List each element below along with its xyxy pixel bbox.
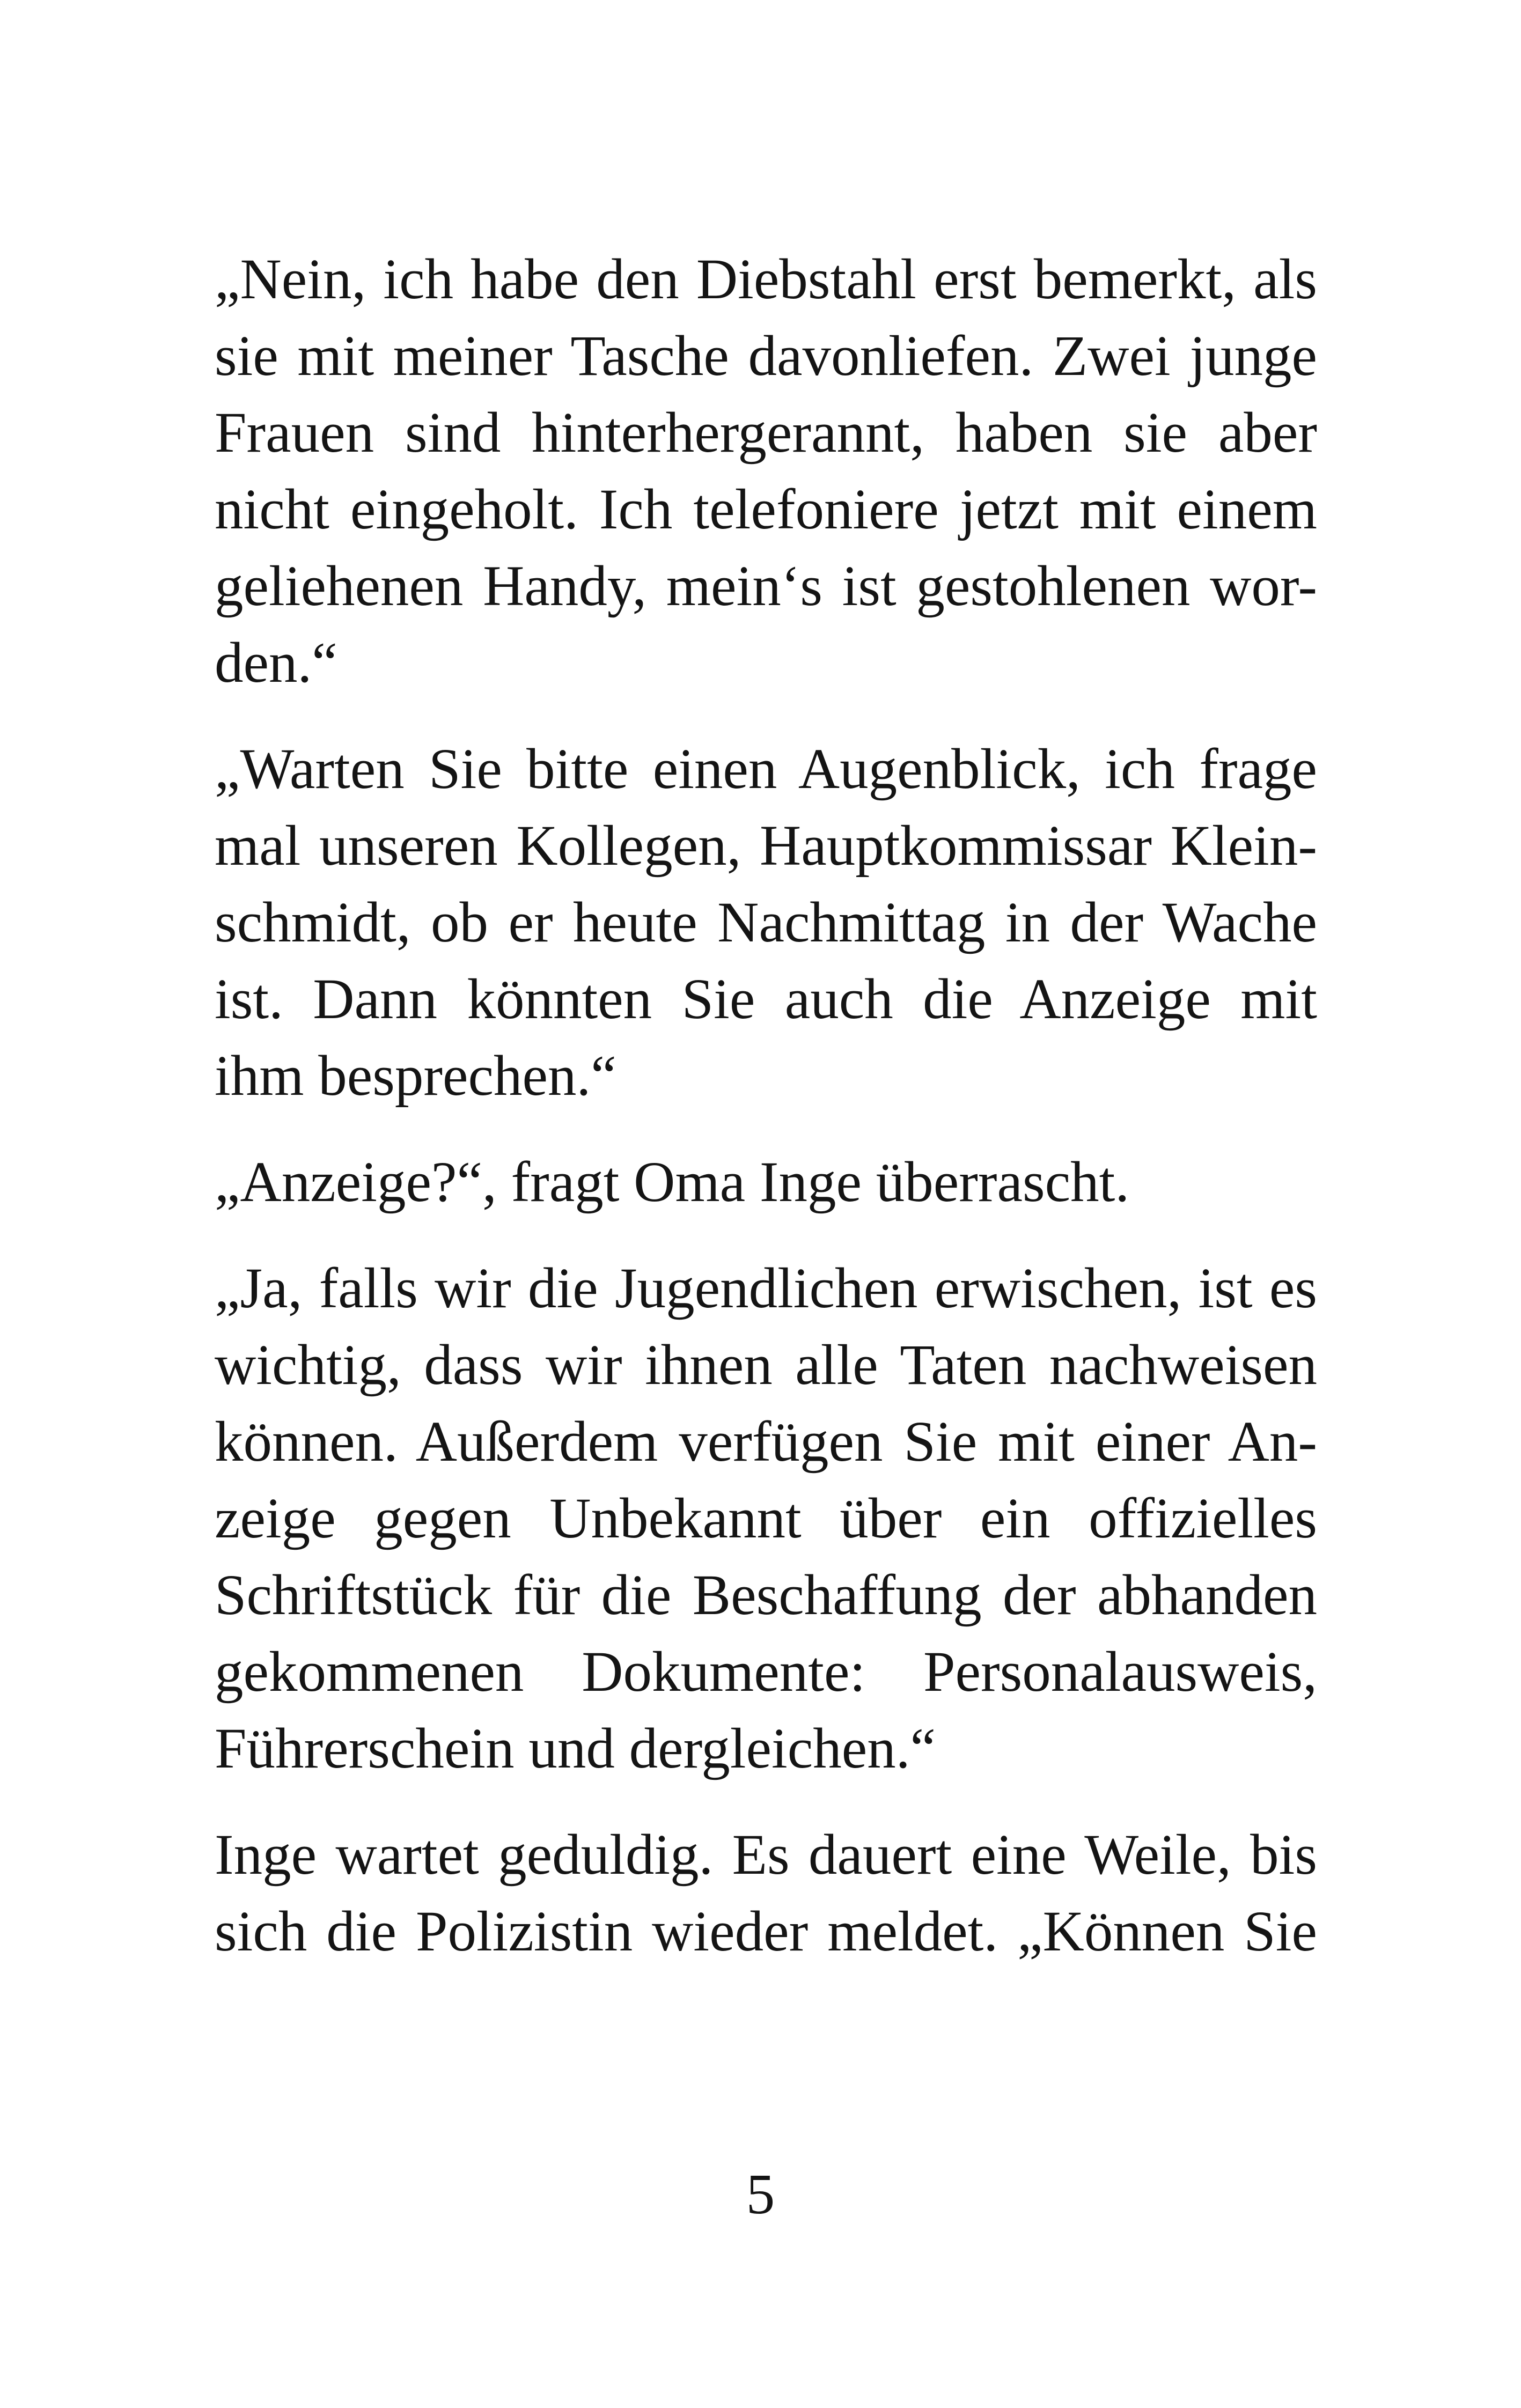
text-line: können. Außerdem verfügen Sie mit einer An-: [215, 1410, 1317, 1474]
text-line: „Nein, ich habe den Diebstahl erst bemerkt, als: [215, 248, 1317, 311]
text-line: sie mit meiner Tasche davonliefen. Zwei junge: [215, 325, 1317, 388]
text-line: geliehenen Handy, mein‘s ist gestohlenen wor-: [215, 555, 1317, 618]
paragraph-5: [215, 1817, 1317, 1970]
text-line: Inge wartet geduldig. Es dauert eine Weile, bis: [215, 1823, 1317, 1887]
paragraph-4: [215, 1250, 1317, 1787]
page-number: 5: [746, 2163, 775, 2226]
text-line: zeige gegen Unbekannt über ein offizielles: [215, 1487, 1317, 1550]
text-line: „Ja, falls wir die Jugendlichen erwischen, ist es: [215, 1257, 1317, 1320]
text-line: schmidt, ob er heute Nachmittag in der Wache: [215, 891, 1317, 954]
text-line: Führerschein und dergleichen.“: [215, 1717, 936, 1780]
text-line: Frauen sind hinterhergerannt, haben sie aber: [215, 401, 1317, 465]
body-text: [215, 241, 1317, 2000]
paragraph-1: [215, 241, 1317, 702]
paragraph-3: [215, 1144, 1317, 1221]
paragraph-2: [215, 731, 1317, 1115]
text-line: mal unseren Kollegen, Hauptkommissar Klein-: [215, 814, 1317, 878]
text-line: nicht eingeholt. Ich telefoniere jetzt mit einem: [215, 478, 1317, 541]
text-line: gekommenen Dokumente: Personalausweis,: [215, 1640, 1317, 1704]
text-line: den.“: [215, 631, 337, 695]
text-line: wichtig, dass wir ihnen alle Taten nachweisen: [215, 1334, 1317, 1397]
text-line: „Warten Sie bitte einen Augenblick, ich frage: [215, 738, 1317, 801]
text-line: ihm besprechen.“: [215, 1044, 616, 1108]
text-line: ist. Dann könnten Sie auch die Anzeige mit: [215, 968, 1317, 1031]
text-line: sich die Polizistin wieder meldet. „Können Sie: [215, 1900, 1317, 1963]
text-line: „Anzeige?“, fragt Oma Inge überrascht.: [215, 1151, 1130, 1214]
text-line: Schriftstück für die Beschaffung der abhanden: [215, 1564, 1317, 1627]
